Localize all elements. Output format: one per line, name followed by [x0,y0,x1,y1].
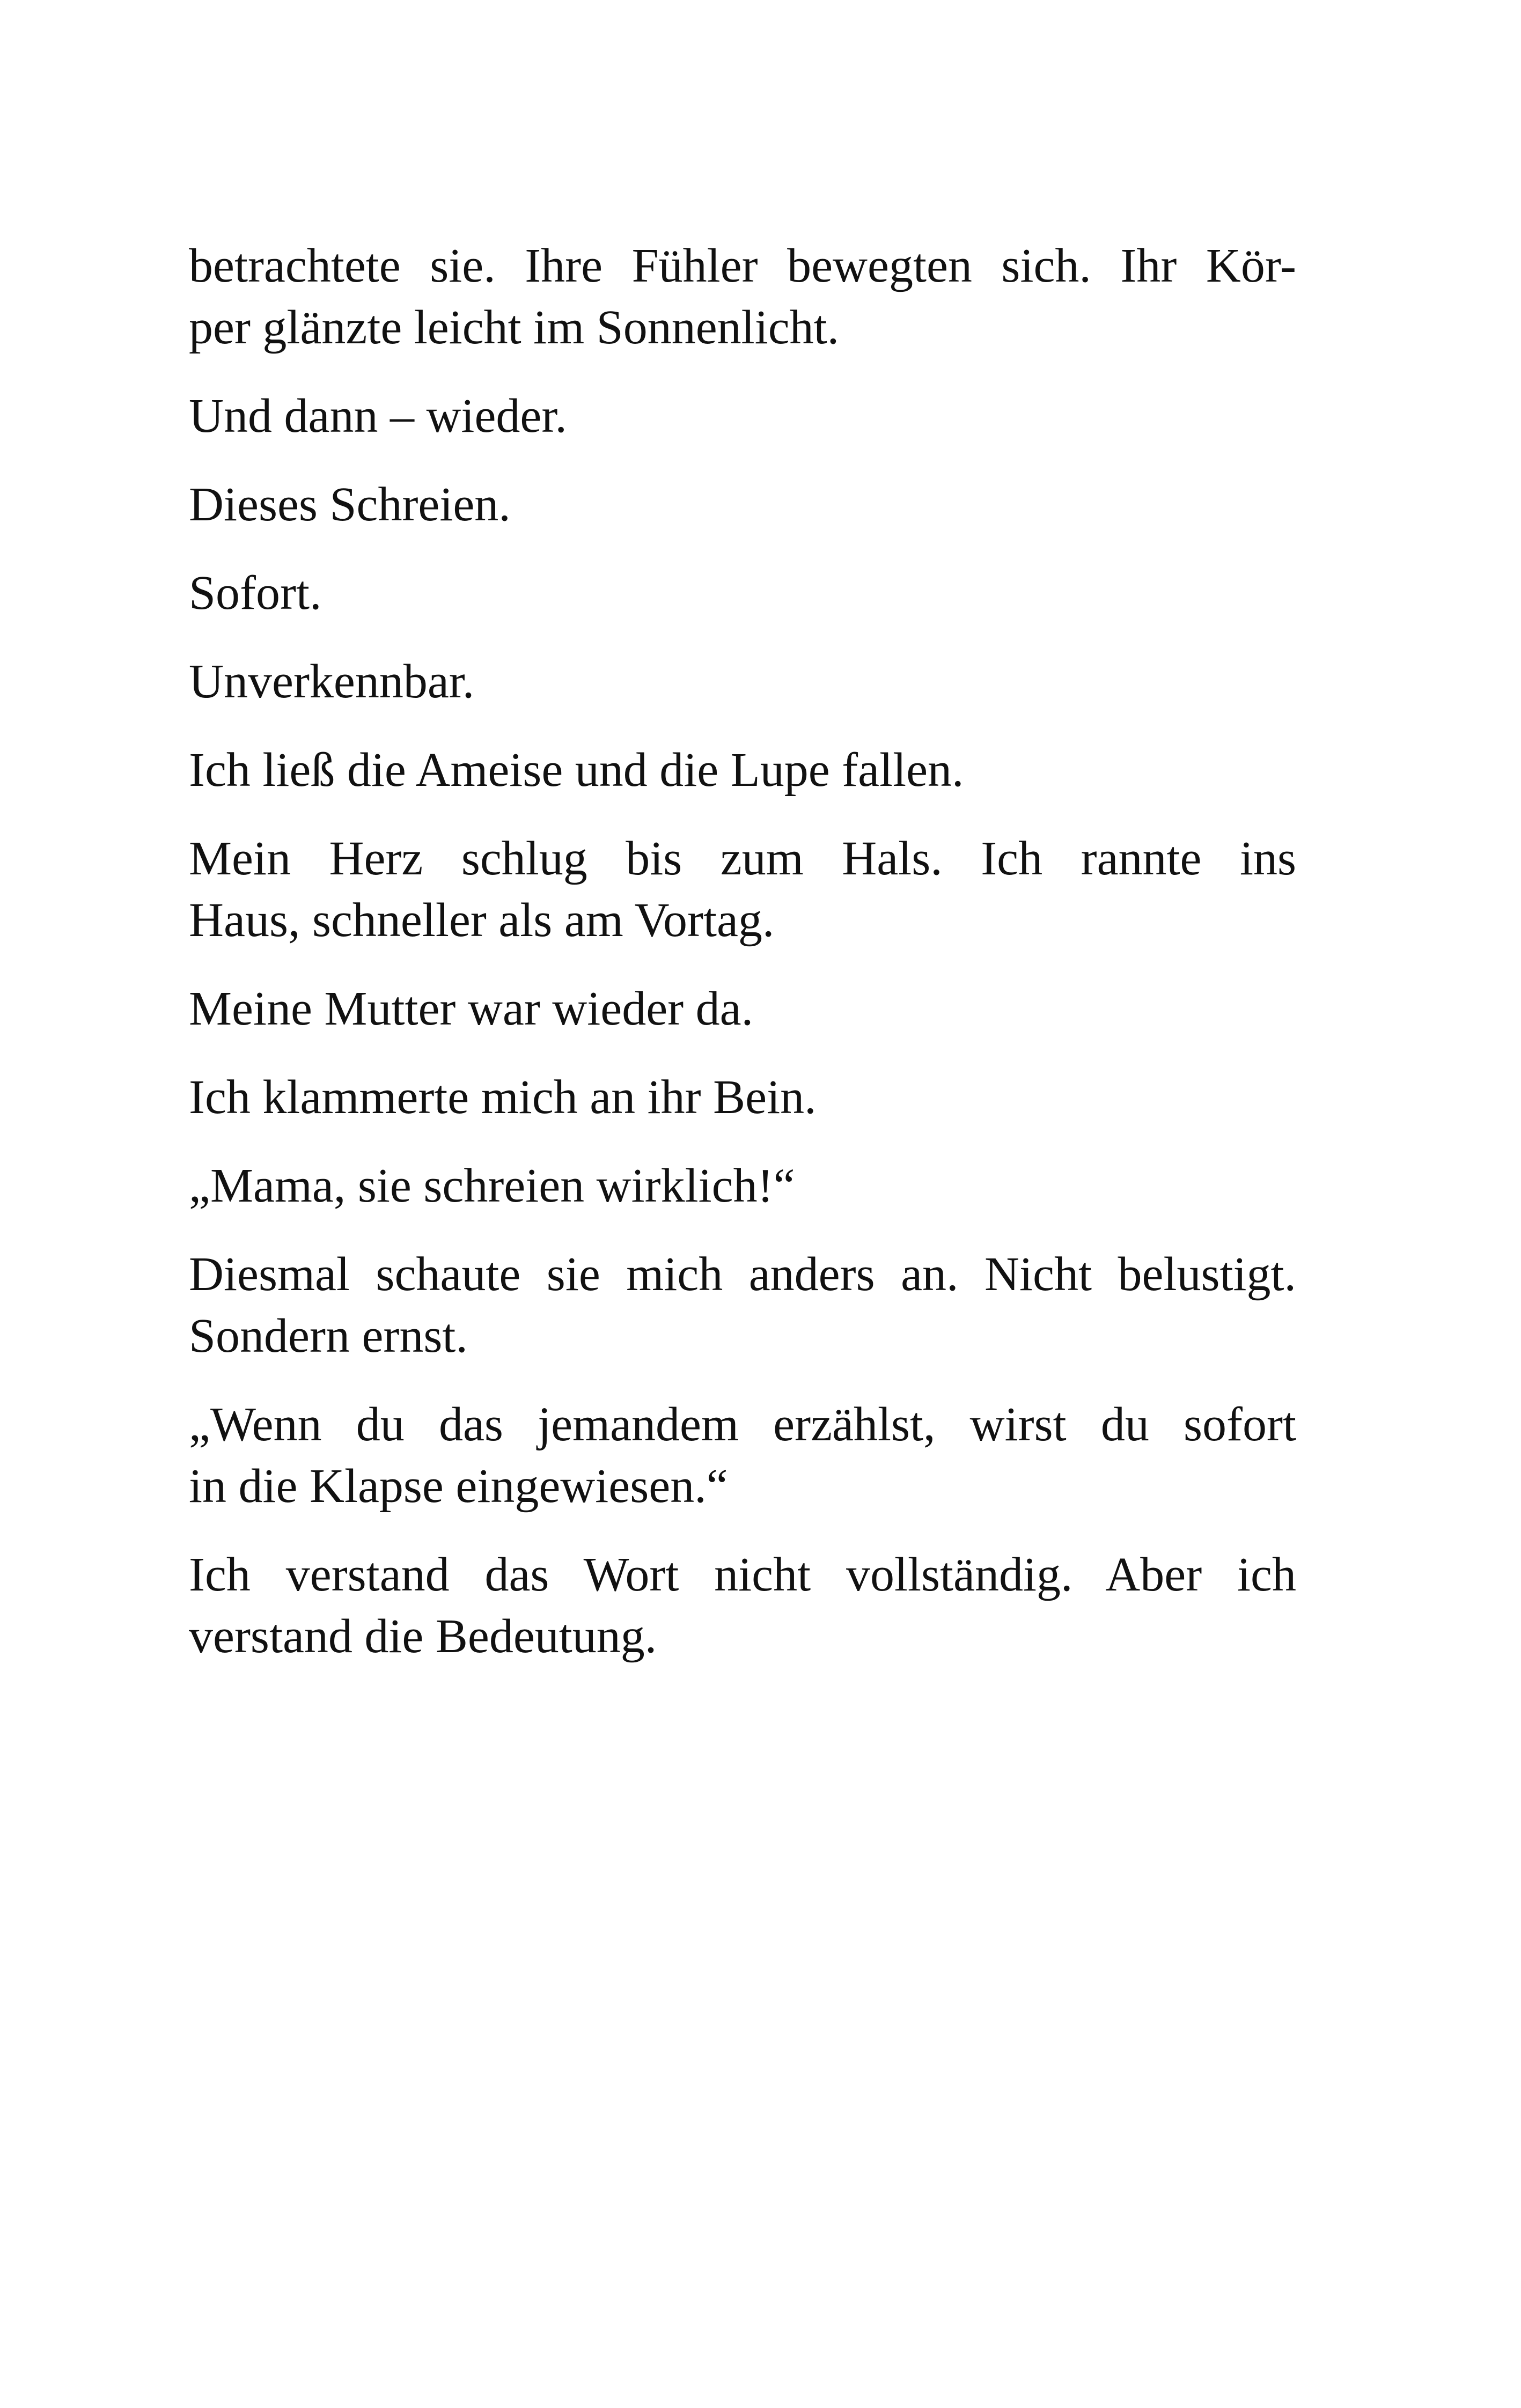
paragraph [189,828,1296,951]
text-line: Dieses Schreien. [189,478,511,531]
paragraph [189,1066,1296,1128]
text-line: Diesmal schaute sie mich anders an. Nicht belustigt. [189,1248,1296,1301]
body-text [189,235,1296,1694]
text-line: Mein Herz schlug bis zum Hals. Ich rannte ins [189,832,1296,885]
text-line: in die Klapse eingewiesen.“ [189,1460,728,1513]
paragraph [189,474,1296,535]
text-line: verstand die Bedeutung. [189,1610,657,1663]
paragraph [189,978,1296,1040]
text-line: Unverkennbar. [189,655,475,708]
text-line: betrachtete sie. Ihre Fühler bewegten sich. Ihr Kör- [189,239,1296,292]
paragraph [189,1544,1296,1667]
text-line: „Wenn du das jemandem erzählst, wirst du sofort [189,1398,1296,1451]
text-line: Ich klammerte mich an ihr Bein. [189,1071,817,1124]
paragraph [189,1155,1296,1217]
text-line: Haus, schneller als am Vortag. [189,894,775,947]
paragraph [189,562,1296,624]
text-line: Und dann – wieder. [189,389,567,443]
paragraph [189,651,1296,712]
text-line: Sofort. [189,566,322,620]
text-line: per glänzte leicht im Sonnenlicht. [189,301,840,354]
paragraph [189,235,1296,358]
text-line: Sondern ernst. [189,1309,468,1363]
text-line: Meine Mutter war wieder da. [189,982,754,1035]
text-line: Ich verstand das Wort nicht vollständig. Aber ich [189,1548,1296,1601]
text-line: „Mama, sie schreien wirklich!“ [189,1159,795,1212]
paragraph [189,1394,1296,1517]
text-line: Ich ließ die Ameise und die Lupe fallen. [189,743,964,797]
paragraph [189,1243,1296,1367]
paragraph [189,385,1296,447]
paragraph [189,739,1296,801]
